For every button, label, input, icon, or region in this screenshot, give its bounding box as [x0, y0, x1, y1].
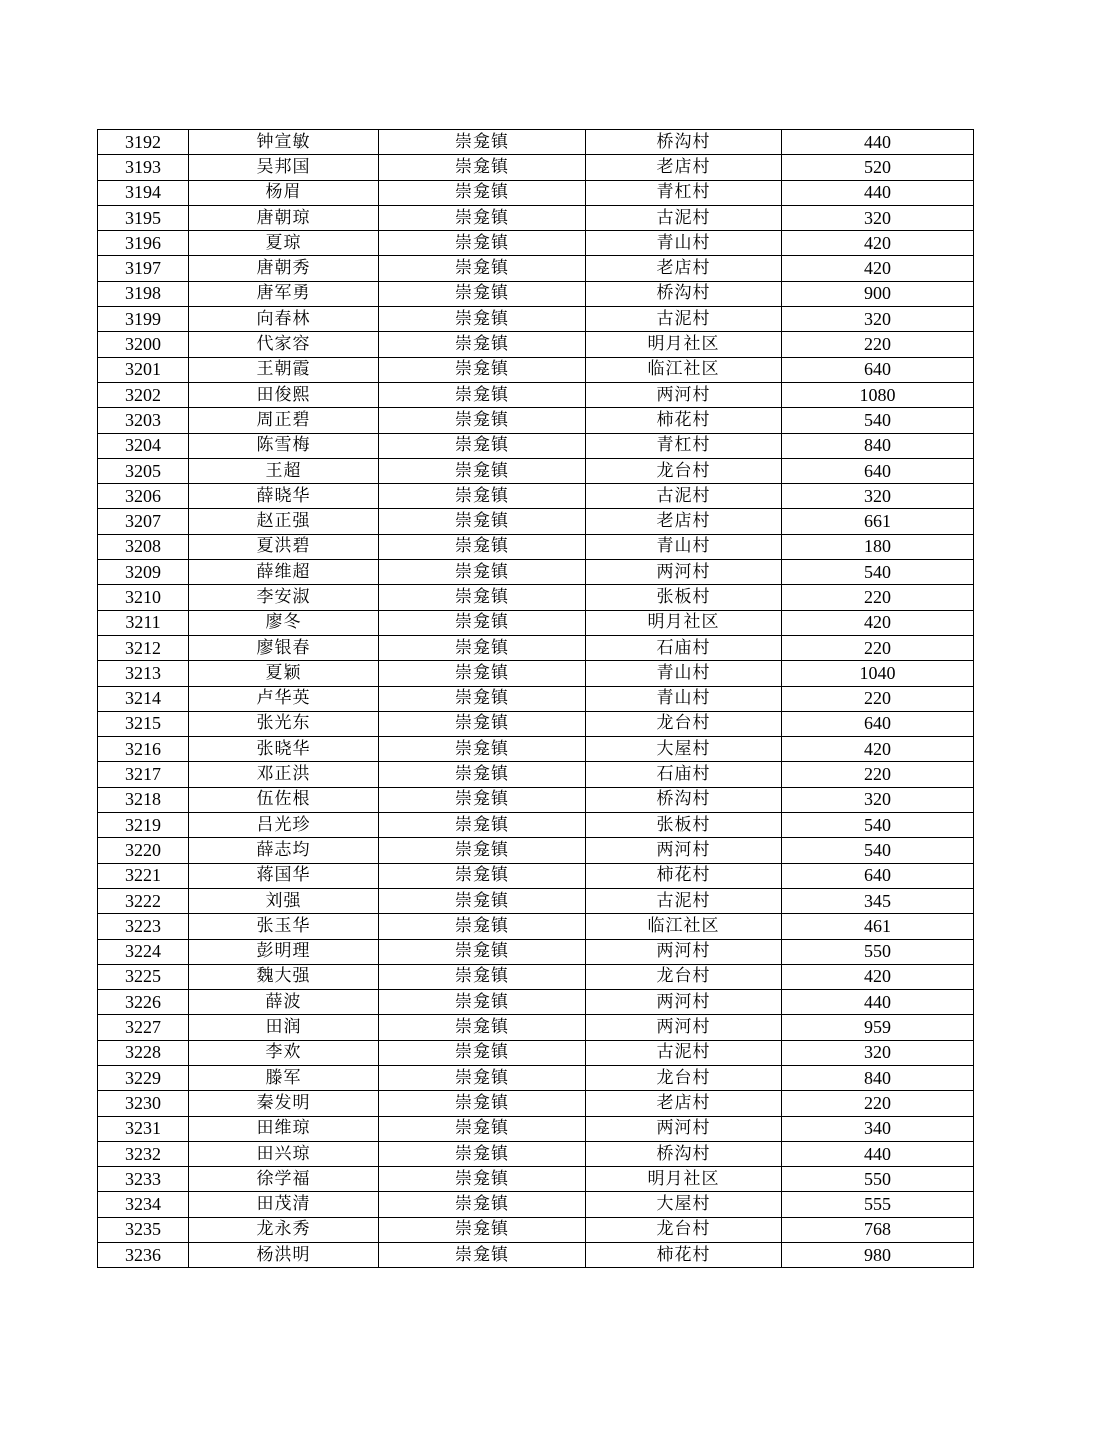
serial-number-cell: 3201	[98, 357, 189, 382]
town-cell: 崇龛镇	[379, 231, 586, 256]
serial-number-cell: 3233	[98, 1167, 189, 1192]
town-cell: 崇龛镇	[379, 939, 586, 964]
village-cell: 张板村	[586, 585, 782, 610]
name-cell: 田维琼	[189, 1116, 379, 1141]
table-row	[98, 813, 974, 838]
town-cell: 崇龛镇	[379, 1167, 586, 1192]
town-cell: 崇龛镇	[379, 484, 586, 509]
data-table	[97, 129, 974, 1268]
town-cell: 崇龛镇	[379, 534, 586, 559]
village-cell: 桥沟村	[586, 1141, 782, 1166]
table-row	[98, 990, 974, 1015]
name-cell: 唐朝秀	[189, 256, 379, 281]
serial-number-cell: 3231	[98, 1116, 189, 1141]
table-row	[98, 155, 974, 180]
amount-cell: 440	[782, 990, 974, 1015]
name-cell: 邓正洪	[189, 762, 379, 787]
amount-cell: 550	[782, 939, 974, 964]
table-row	[98, 585, 974, 610]
village-cell: 两河村	[586, 990, 782, 1015]
name-cell: 钟宣敏	[189, 130, 379, 155]
village-cell: 两河村	[586, 939, 782, 964]
village-cell: 青山村	[586, 231, 782, 256]
name-cell: 薛维超	[189, 560, 379, 585]
village-cell: 大屋村	[586, 1192, 782, 1217]
town-cell: 崇龛镇	[379, 1217, 586, 1242]
town-cell: 崇龛镇	[379, 205, 586, 230]
amount-cell: 840	[782, 1065, 974, 1090]
table-row	[98, 914, 974, 939]
amount-cell: 640	[782, 863, 974, 888]
table-row	[98, 838, 974, 863]
amount-cell: 420	[782, 964, 974, 989]
village-cell: 柿花村	[586, 863, 782, 888]
serial-number-cell: 3224	[98, 939, 189, 964]
town-cell: 崇龛镇	[379, 130, 586, 155]
town-cell: 崇龛镇	[379, 332, 586, 357]
table-row	[98, 1243, 974, 1268]
town-cell: 崇龛镇	[379, 180, 586, 205]
table-row	[98, 205, 974, 230]
amount-cell: 661	[782, 509, 974, 534]
amount-cell: 420	[782, 737, 974, 762]
serial-number-cell: 3212	[98, 635, 189, 660]
amount-cell: 461	[782, 914, 974, 939]
town-cell: 崇龛镇	[379, 433, 586, 458]
table-row	[98, 1192, 974, 1217]
amount-cell: 540	[782, 838, 974, 863]
town-cell: 崇龛镇	[379, 737, 586, 762]
amount-cell: 320	[782, 307, 974, 332]
name-cell: 吕光珍	[189, 813, 379, 838]
name-cell: 秦发明	[189, 1091, 379, 1116]
name-cell: 薛晓华	[189, 484, 379, 509]
serial-number-cell: 3192	[98, 130, 189, 155]
table-row	[98, 939, 974, 964]
village-cell: 龙台村	[586, 1217, 782, 1242]
village-cell: 临江社区	[586, 357, 782, 382]
table-row	[98, 307, 974, 332]
village-cell: 石庙村	[586, 762, 782, 787]
village-cell: 大屋村	[586, 737, 782, 762]
serial-number-cell: 3216	[98, 737, 189, 762]
serial-number-cell: 3196	[98, 231, 189, 256]
name-cell: 田茂清	[189, 1192, 379, 1217]
town-cell: 崇龛镇	[379, 281, 586, 306]
name-cell: 夏琼	[189, 231, 379, 256]
amount-cell: 420	[782, 256, 974, 281]
serial-number-cell: 3209	[98, 560, 189, 585]
village-cell: 龙台村	[586, 458, 782, 483]
amount-cell: 540	[782, 813, 974, 838]
serial-number-cell: 3217	[98, 762, 189, 787]
serial-number-cell: 3213	[98, 661, 189, 686]
village-cell: 柿花村	[586, 1243, 782, 1268]
serial-number-cell: 3198	[98, 281, 189, 306]
town-cell: 崇龛镇	[379, 610, 586, 635]
serial-number-cell: 3211	[98, 610, 189, 635]
serial-number-cell: 3205	[98, 458, 189, 483]
amount-cell: 440	[782, 1141, 974, 1166]
serial-number-cell: 3236	[98, 1243, 189, 1268]
name-cell: 廖银春	[189, 635, 379, 660]
name-cell: 杨洪明	[189, 1243, 379, 1268]
village-cell: 青杠村	[586, 433, 782, 458]
name-cell: 张玉华	[189, 914, 379, 939]
village-cell: 古泥村	[586, 205, 782, 230]
village-cell: 桥沟村	[586, 130, 782, 155]
amount-cell: 320	[782, 484, 974, 509]
name-cell: 伍佐根	[189, 787, 379, 812]
name-cell: 王朝霞	[189, 357, 379, 382]
town-cell: 崇龛镇	[379, 1116, 586, 1141]
village-cell: 古泥村	[586, 1040, 782, 1065]
name-cell: 杨眉	[189, 180, 379, 205]
name-cell: 陈雪梅	[189, 433, 379, 458]
table-row	[98, 484, 974, 509]
table-row	[98, 1116, 974, 1141]
table-row	[98, 281, 974, 306]
serial-number-cell: 3203	[98, 408, 189, 433]
serial-number-cell: 3199	[98, 307, 189, 332]
name-cell: 彭明理	[189, 939, 379, 964]
village-cell: 石庙村	[586, 635, 782, 660]
table-row	[98, 231, 974, 256]
amount-cell: 540	[782, 408, 974, 433]
amount-cell: 640	[782, 711, 974, 736]
serial-number-cell: 3202	[98, 382, 189, 407]
village-cell: 青山村	[586, 534, 782, 559]
amount-cell: 220	[782, 686, 974, 711]
town-cell: 崇龛镇	[379, 888, 586, 913]
village-cell: 两河村	[586, 1116, 782, 1141]
village-cell: 古泥村	[586, 888, 782, 913]
serial-number-cell: 3218	[98, 787, 189, 812]
town-cell: 崇龛镇	[379, 762, 586, 787]
serial-number-cell: 3193	[98, 155, 189, 180]
name-cell: 廖冬	[189, 610, 379, 635]
serial-number-cell: 3225	[98, 964, 189, 989]
table-row	[98, 534, 974, 559]
village-cell: 两河村	[586, 382, 782, 407]
serial-number-cell: 3207	[98, 509, 189, 534]
village-cell: 龙台村	[586, 1065, 782, 1090]
table-row	[98, 458, 974, 483]
amount-cell: 420	[782, 610, 974, 635]
amount-cell: 180	[782, 534, 974, 559]
amount-cell: 840	[782, 433, 974, 458]
town-cell: 崇龛镇	[379, 509, 586, 534]
village-cell: 临江社区	[586, 914, 782, 939]
table-row	[98, 332, 974, 357]
name-cell: 蒋国华	[189, 863, 379, 888]
village-cell: 两河村	[586, 560, 782, 585]
amount-cell: 345	[782, 888, 974, 913]
village-cell: 老店村	[586, 155, 782, 180]
village-cell: 老店村	[586, 256, 782, 281]
village-cell: 龙台村	[586, 711, 782, 736]
table-row	[98, 787, 974, 812]
town-cell: 崇龛镇	[379, 661, 586, 686]
village-cell: 桥沟村	[586, 787, 782, 812]
village-cell: 明月社区	[586, 332, 782, 357]
table-row	[98, 1141, 974, 1166]
town-cell: 崇龛镇	[379, 990, 586, 1015]
serial-number-cell: 3195	[98, 205, 189, 230]
amount-cell: 220	[782, 1091, 974, 1116]
town-cell: 崇龛镇	[379, 914, 586, 939]
amount-cell: 320	[782, 787, 974, 812]
amount-cell: 555	[782, 1192, 974, 1217]
serial-number-cell: 3223	[98, 914, 189, 939]
name-cell: 田俊熙	[189, 382, 379, 407]
town-cell: 崇龛镇	[379, 458, 586, 483]
name-cell: 龙永秀	[189, 1217, 379, 1242]
village-cell: 青杠村	[586, 180, 782, 205]
serial-number-cell: 3226	[98, 990, 189, 1015]
name-cell: 夏洪碧	[189, 534, 379, 559]
table-row	[98, 433, 974, 458]
village-cell: 两河村	[586, 838, 782, 863]
amount-cell: 959	[782, 1015, 974, 1040]
table-row	[98, 661, 974, 686]
table-row	[98, 686, 974, 711]
name-cell: 滕军	[189, 1065, 379, 1090]
village-cell: 两河村	[586, 1015, 782, 1040]
table-body	[98, 130, 974, 1268]
name-cell: 张晓华	[189, 737, 379, 762]
village-cell: 龙台村	[586, 964, 782, 989]
serial-number-cell: 3210	[98, 585, 189, 610]
table-row	[98, 1167, 974, 1192]
town-cell: 崇龛镇	[379, 1040, 586, 1065]
table-row	[98, 560, 974, 585]
serial-number-cell: 3219	[98, 813, 189, 838]
town-cell: 崇龛镇	[379, 1141, 586, 1166]
amount-cell: 1040	[782, 661, 974, 686]
town-cell: 崇龛镇	[379, 711, 586, 736]
amount-cell: 220	[782, 585, 974, 610]
town-cell: 崇龛镇	[379, 155, 586, 180]
name-cell: 周正碧	[189, 408, 379, 433]
serial-number-cell: 3221	[98, 863, 189, 888]
table-row	[98, 610, 974, 635]
amount-cell: 768	[782, 1217, 974, 1242]
village-cell: 张板村	[586, 813, 782, 838]
name-cell: 田兴琼	[189, 1141, 379, 1166]
amount-cell: 220	[782, 635, 974, 660]
town-cell: 崇龛镇	[379, 1243, 586, 1268]
table-row	[98, 130, 974, 155]
name-cell: 田润	[189, 1015, 379, 1040]
serial-number-cell: 3208	[98, 534, 189, 559]
town-cell: 崇龛镇	[379, 686, 586, 711]
serial-number-cell: 3232	[98, 1141, 189, 1166]
village-cell: 青山村	[586, 686, 782, 711]
serial-number-cell: 3220	[98, 838, 189, 863]
name-cell: 夏颖	[189, 661, 379, 686]
serial-number-cell: 3200	[98, 332, 189, 357]
table-row	[98, 888, 974, 913]
village-cell: 明月社区	[586, 610, 782, 635]
serial-number-cell: 3229	[98, 1065, 189, 1090]
table-row	[98, 711, 974, 736]
serial-number-cell: 3215	[98, 711, 189, 736]
town-cell: 崇龛镇	[379, 964, 586, 989]
table-row	[98, 1217, 974, 1242]
table-row	[98, 1040, 974, 1065]
name-cell: 李欢	[189, 1040, 379, 1065]
table-row	[98, 180, 974, 205]
village-cell: 青山村	[586, 661, 782, 686]
village-cell: 古泥村	[586, 484, 782, 509]
serial-number-cell: 3214	[98, 686, 189, 711]
town-cell: 崇龛镇	[379, 585, 586, 610]
town-cell: 崇龛镇	[379, 787, 586, 812]
town-cell: 崇龛镇	[379, 357, 586, 382]
town-cell: 崇龛镇	[379, 1192, 586, 1217]
village-cell: 老店村	[586, 1091, 782, 1116]
table-row	[98, 382, 974, 407]
village-cell: 明月社区	[586, 1167, 782, 1192]
town-cell: 崇龛镇	[379, 813, 586, 838]
table-row	[98, 408, 974, 433]
serial-number-cell: 3235	[98, 1217, 189, 1242]
amount-cell: 640	[782, 357, 974, 382]
table-row	[98, 1065, 974, 1090]
amount-cell: 540	[782, 560, 974, 585]
amount-cell: 420	[782, 231, 974, 256]
amount-cell: 220	[782, 332, 974, 357]
village-cell: 柿花村	[586, 408, 782, 433]
name-cell: 唐军勇	[189, 281, 379, 306]
town-cell: 崇龛镇	[379, 863, 586, 888]
name-cell: 刘强	[189, 888, 379, 913]
table-row	[98, 762, 974, 787]
serial-number-cell: 3197	[98, 256, 189, 281]
amount-cell: 320	[782, 205, 974, 230]
amount-cell: 440	[782, 180, 974, 205]
amount-cell: 980	[782, 1243, 974, 1268]
name-cell: 李安淑	[189, 585, 379, 610]
town-cell: 崇龛镇	[379, 256, 586, 281]
name-cell: 薛志均	[189, 838, 379, 863]
amount-cell: 520	[782, 155, 974, 180]
serial-number-cell: 3230	[98, 1091, 189, 1116]
table-row	[98, 1015, 974, 1040]
name-cell: 薛波	[189, 990, 379, 1015]
table-row	[98, 357, 974, 382]
town-cell: 崇龛镇	[379, 635, 586, 660]
amount-cell: 550	[782, 1167, 974, 1192]
town-cell: 崇龛镇	[379, 560, 586, 585]
town-cell: 崇龛镇	[379, 382, 586, 407]
name-cell: 王超	[189, 458, 379, 483]
town-cell: 崇龛镇	[379, 1091, 586, 1116]
name-cell: 卢华英	[189, 686, 379, 711]
village-cell: 古泥村	[586, 307, 782, 332]
name-cell: 徐学福	[189, 1167, 379, 1192]
amount-cell: 340	[782, 1116, 974, 1141]
name-cell: 吴邦国	[189, 155, 379, 180]
serial-number-cell: 3234	[98, 1192, 189, 1217]
amount-cell: 1080	[782, 382, 974, 407]
village-cell: 老店村	[586, 509, 782, 534]
serial-number-cell: 3206	[98, 484, 189, 509]
name-cell: 张光东	[189, 711, 379, 736]
table-row	[98, 737, 974, 762]
amount-cell: 640	[782, 458, 974, 483]
town-cell: 崇龛镇	[379, 307, 586, 332]
table-row	[98, 863, 974, 888]
serial-number-cell: 3228	[98, 1040, 189, 1065]
table-row	[98, 509, 974, 534]
table-row	[98, 635, 974, 660]
name-cell: 代家容	[189, 332, 379, 357]
amount-cell: 440	[782, 130, 974, 155]
serial-number-cell: 3204	[98, 433, 189, 458]
name-cell: 向春林	[189, 307, 379, 332]
table-row	[98, 964, 974, 989]
serial-number-cell: 3222	[98, 888, 189, 913]
town-cell: 崇龛镇	[379, 1015, 586, 1040]
town-cell: 崇龛镇	[379, 838, 586, 863]
amount-cell: 320	[782, 1040, 974, 1065]
village-cell: 桥沟村	[586, 281, 782, 306]
name-cell: 魏大强	[189, 964, 379, 989]
name-cell: 赵正强	[189, 509, 379, 534]
table-row	[98, 1091, 974, 1116]
name-cell: 唐朝琼	[189, 205, 379, 230]
amount-cell: 900	[782, 281, 974, 306]
town-cell: 崇龛镇	[379, 1065, 586, 1090]
amount-cell: 220	[782, 762, 974, 787]
table-row	[98, 256, 974, 281]
serial-number-cell: 3194	[98, 180, 189, 205]
serial-number-cell: 3227	[98, 1015, 189, 1040]
town-cell: 崇龛镇	[379, 408, 586, 433]
